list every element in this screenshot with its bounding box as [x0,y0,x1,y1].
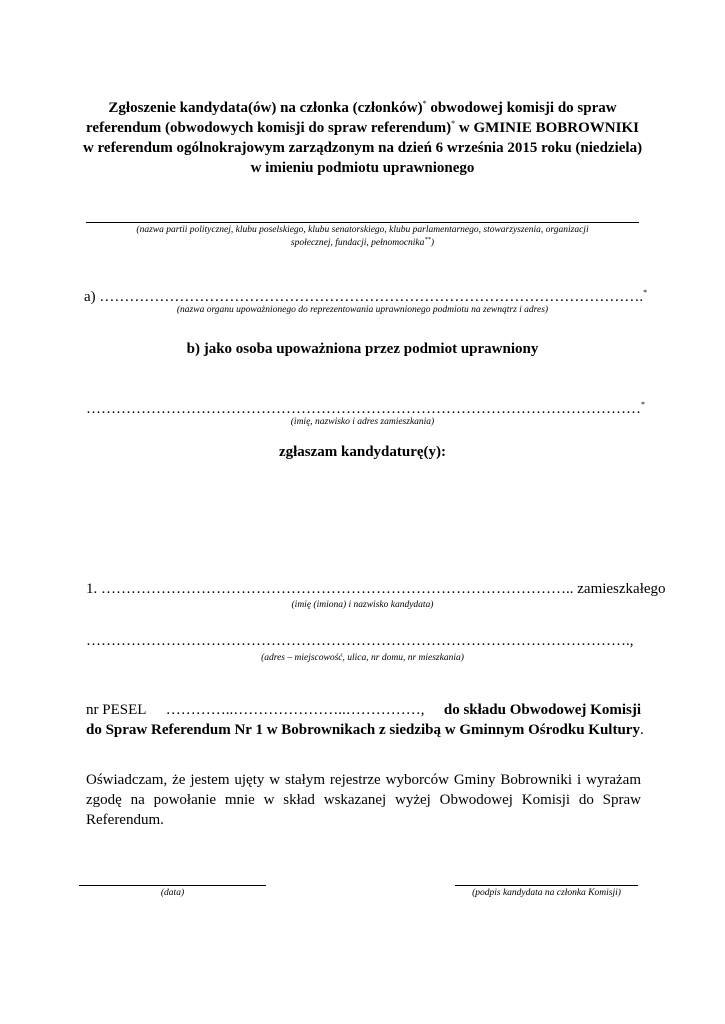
candidate-suffix: zamieszkałego [577,581,666,597]
candidate-name-caption: (imię (imiona) i nazwisko kandydata) [291,600,434,610]
title-line1-end: obwodowej komisji do spraw [426,100,617,116]
signature-caption: (podpis kandydata na członka Komisji) [472,888,621,898]
title-line2-end: w GMINIE BOBROWNIKI [455,120,639,136]
date-caption: (data) [160,888,185,898]
party-caption [86,224,639,250]
pesel-block [86,700,644,740]
footnote-mark: * [422,99,427,108]
section-a-field[interactable] [84,284,648,306]
section-a-prefix: a) [84,289,96,305]
party-caption-line2: społecznej, fundacji, pełnomocnika [290,238,425,248]
title-line3: w referendum ogólnokrajowym zarządzonym na dzień 6 września 2015 roku (niedziela) [82,140,643,156]
candidate-address-dots: ………………………………………………………………………………………………., [86,633,634,649]
title-line2: referendum (obwodowych komisji do spraw referendum) [86,120,452,136]
title-line1: Zgłoszenie kandydata(ów) na członka (członków) [108,100,423,116]
title-line4: w imieniu podmiotu uprawnionego [250,160,475,176]
section-b-field[interactable] [86,396,646,418]
pesel-commission-text: do składu Obwodowej Komisji [443,702,641,718]
footnote-mark: * [643,288,648,297]
statement-text: Oświadczam, że jestem ujęty w stałym rejestrze wyborców Gminy Bobrowniki i wyrażam zgodę na powołanie mnie w skład wskazanej wyżej Obwodowej Komisji do Spraw Referendum. [86,772,641,828]
commission-end: . [639,722,644,738]
party-caption-line1: (nazwa partii politycznej, klubu poselskiego, klubu senatorskiego, klubu parlamentarnego, stowarzyszenia, organizacji [136,225,589,235]
section-b-caption: (imię, nazwisko i adres zamieszkania) [290,417,435,427]
document-title [60,98,665,178]
candidate-name-field[interactable] [86,580,666,598]
candidate-name-dots: ………………………………………………………………………………….. [101,581,574,597]
pesel-row [86,700,641,720]
section-a-dots: ………………………………………………………………………………………………. [99,289,644,305]
candidate-address-caption: (adres – miejscowość, ulica, nr domu, nr mieszkania) [261,653,464,663]
signature-line[interactable] [455,885,638,886]
declaration-heading: zgłaszam kandydaturę(y): [278,444,447,460]
candidate-address-field[interactable] [86,632,641,650]
section-b-heading: b) jako osoba upoważniona przez podmiot uprawniony [186,341,539,357]
section-b-dots: ………………………………………………………………………………………………… [86,401,641,417]
candidate-number: 1. [86,581,98,597]
footnote-mark: * [451,119,456,128]
date-line[interactable] [79,885,266,886]
party-name-line[interactable] [86,222,639,223]
commission-name: do Spraw Referendum Nr 1 w Bobrownikach z siedzibą w Gminnym Ośrodku Kultury [86,722,640,738]
pesel-label: nr PESEL [86,702,147,718]
party-caption-close: ) [430,238,435,248]
commission-row [86,720,644,740]
section-a-caption: (nazwa organu upoważnionego do reprezentowania uprawnionego podmiotu na zewnątrz i adres) [176,305,549,315]
footnote-mark: * [641,400,645,409]
pesel-field[interactable]: …………..…………………..……………, [165,702,425,718]
footnote-mark: ** [424,235,431,243]
